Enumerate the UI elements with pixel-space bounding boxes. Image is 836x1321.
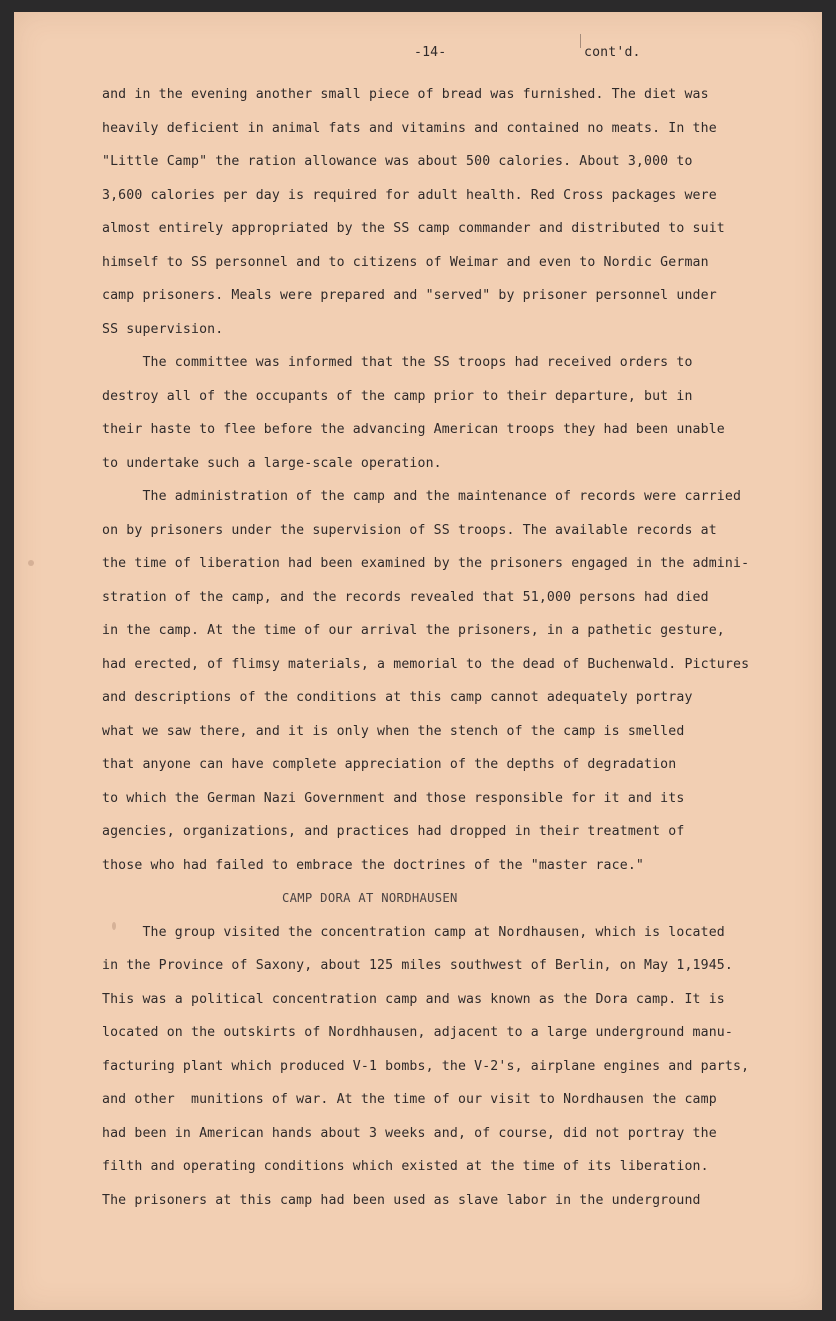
page-number: -14- bbox=[414, 45, 447, 60]
text-line: SS supervision. bbox=[102, 321, 224, 337]
text-line: to undertake such a large-scale operation. bbox=[102, 455, 442, 471]
text-line: "Little Camp" the ration allowance was about 500 calories. About 3,000 to bbox=[102, 154, 693, 169]
paper-stain bbox=[112, 922, 116, 930]
document-body bbox=[102, 78, 802, 1217]
text-line: and descriptions of the conditions at this camp cannot adequately portray bbox=[102, 690, 693, 705]
continuation-label: cont'd. bbox=[584, 45, 641, 60]
text-line: had erected, of flimsy materials, a memorial to the dead of Buchenwald. Pictures bbox=[102, 656, 750, 672]
text-line: that anyone can have complete appreciation of the depths of degradation bbox=[102, 757, 677, 772]
paragraph-administration bbox=[102, 480, 802, 882]
text-line: agencies, organizations, and practices had dropped in their treatment of bbox=[102, 824, 685, 839]
text-line: the time of liberation had been examined by the prisoners engaged in the admini- bbox=[102, 556, 750, 571]
paragraph-orders bbox=[102, 346, 802, 480]
text-line: The administration of the camp and the maintenance of records were carried bbox=[102, 489, 742, 504]
text-line: destroy all of the occupants of the camp prior to their departure, but in bbox=[102, 388, 693, 404]
text-line: facturing plant which produced V-1 bombs, the V-2's, airplane engines and parts, bbox=[102, 1058, 750, 1074]
paragraph-diet bbox=[102, 78, 802, 346]
text-line: located on the outskirts of Nordhhausen, adjacent to a large underground manu- bbox=[102, 1025, 733, 1040]
text-line: filth and operating conditions which existed at the time of its liberation. bbox=[102, 1159, 709, 1174]
text-line: The committee was informed that the SS troops had received orders to bbox=[102, 355, 693, 370]
text-line: almost entirely appropriated by the SS camp commander and distributed to suit bbox=[102, 221, 725, 236]
text-line: and in the evening another small piece of bread was furnished. The diet was bbox=[102, 87, 709, 102]
text-line: This was a political concentration camp and was known as the Dora camp. It is bbox=[102, 991, 725, 1007]
text-line: on by prisoners under the supervision of SS troops. The available records at bbox=[102, 522, 717, 538]
text-line: had been in American hands about 3 weeks and, of course, did not portray the bbox=[102, 1125, 717, 1141]
text-line: himself to SS personnel and to citizens of Weimar and even to Nordic German bbox=[102, 254, 709, 270]
text-line: what we saw there, and it is only when the stench of the camp is smelled bbox=[102, 723, 685, 739]
text-line: and other munitions of war. At the time of our visit to Nordhausen the camp bbox=[102, 1092, 717, 1107]
text-line: heavily deficient in animal fats and vitamins and contained no meats. In the bbox=[102, 120, 717, 136]
document-page bbox=[14, 12, 822, 1310]
text-line: 3,600 calories per day is required for adult health. Red Cross packages were bbox=[102, 187, 717, 203]
text-line: The group visited the concentration camp at Nordhausen, which is located bbox=[102, 924, 725, 940]
text-line: stration of the camp, and the records revealed that 51,000 persons had died bbox=[102, 589, 709, 605]
text-line: those who had failed to embrace the doctrines of the "master race." bbox=[102, 857, 644, 873]
text-line: in the Province of Saxony, about 125 miles southwest of Berlin, on May 1,1945. bbox=[102, 958, 733, 973]
pencil-mark bbox=[580, 34, 581, 48]
paper-stain bbox=[28, 560, 34, 566]
text-line: The prisoners at this camp had been used as slave labor in the underground bbox=[102, 1192, 701, 1208]
text-line: camp prisoners. Meals were prepared and "served" by prisoner personnel under bbox=[102, 288, 717, 303]
page-header bbox=[14, 45, 822, 65]
text-line: in the camp. At the time of our arrival the prisoners, in a pathetic gesture, bbox=[102, 623, 725, 638]
section-heading: CAMP DORA AT NORDHAUSEN bbox=[282, 891, 458, 905]
text-line: their haste to flee before the advancing American troops they had been unable bbox=[102, 422, 725, 437]
text-line: to which the German Nazi Government and those responsible for it and its bbox=[102, 790, 685, 806]
paragraph-nordhausen bbox=[102, 916, 802, 1218]
